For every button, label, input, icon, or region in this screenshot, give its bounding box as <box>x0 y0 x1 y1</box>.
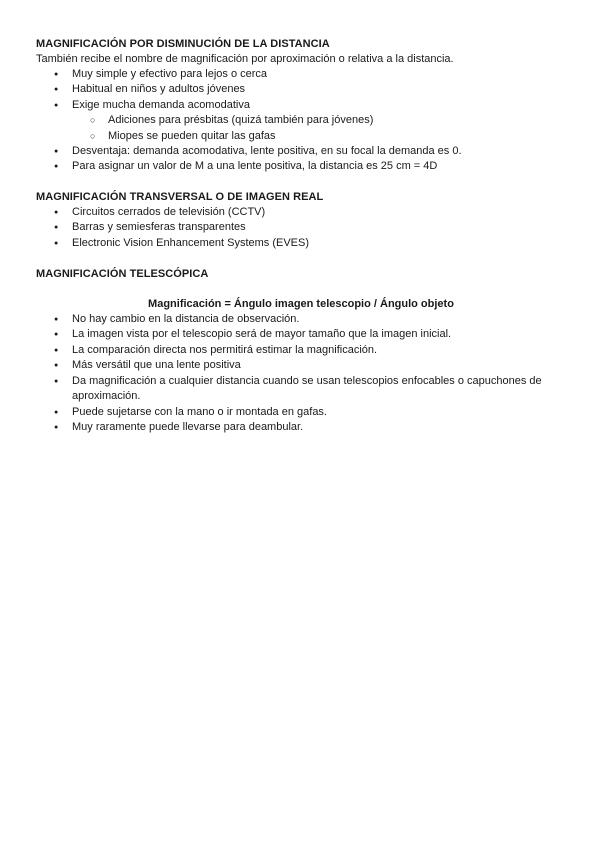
sub-list-item: ○ Miopes se pueden quitar las gafas <box>36 129 566 144</box>
list-item-text: Exige mucha demanda acomodativa <box>72 98 250 111</box>
list-item <box>36 98 566 144</box>
sub-list-item: ○ Adiciones para présbitas (quizá también para jóvenes) <box>36 113 566 128</box>
section-title-telescopica: MAGNIFICACIÓN TELESCÓPICA <box>36 268 209 281</box>
document-page <box>36 37 566 435</box>
list-item: ● Muy raramente puede llevarse para deambular. <box>36 420 566 435</box>
bullet-list-transversal <box>36 205 566 251</box>
sub-bullet-list <box>72 113 566 144</box>
list-item: ● Desventaja: demanda acomodativa, lente positiva, en su focal la demanda es 0. <box>36 144 566 159</box>
list-item: ● Da magnificación a cualquier distancia cuando se usan telescopios enfocables o capuchones de aproximación. <box>36 374 566 405</box>
list-item: ● Habitual en niños y adultos jóvenes <box>36 82 566 97</box>
list-item: ● Barras y semiesferas transparentes <box>36 220 566 235</box>
bullet-list-telescopica <box>36 312 566 435</box>
list-item: ● Muy simple y efectivo para lejos o cerca <box>36 67 566 82</box>
list-item: ● Circuitos cerrados de televisión (CCTV) <box>36 205 566 220</box>
list-item: ● Para asignar un valor de M a una lente positiva, la distancia es 25 cm = 4D <box>36 159 566 174</box>
list-item: ● La imagen vista por el telescopio será de mayor tamaño que la imagen inicial. <box>36 327 566 342</box>
bullet-list-disminucion <box>36 67 566 175</box>
formula-block <box>36 297 566 312</box>
list-item: ● Electronic Vision Enhancement Systems (EVES) <box>36 236 566 251</box>
list-item: ● No hay cambio en la distancia de observación. <box>36 312 566 327</box>
section-title-disminucion-distancia: MAGNIFICACIÓN POR DISMINUCIÓN DE LA DISTANCIA <box>36 38 330 50</box>
magnification-formula: Magnificación = Ángulo imagen telescopio / Ángulo objeto <box>148 298 454 311</box>
section-title-transversal: MAGNIFICACIÓN TRANSVERSAL O DE IMAGEN REAL <box>36 190 324 203</box>
list-item: ● Puede sujetarse con la mano o ir montada en gafas. <box>36 405 566 420</box>
list-item: ● Más versátil que una lente positiva <box>36 358 566 373</box>
section-intro: También recibe el nombre de magnificación por aproximación o relativa a la distancia. <box>36 53 454 65</box>
list-item: ● La comparación directa nos permitirá estimar la magnificación. <box>36 343 566 358</box>
